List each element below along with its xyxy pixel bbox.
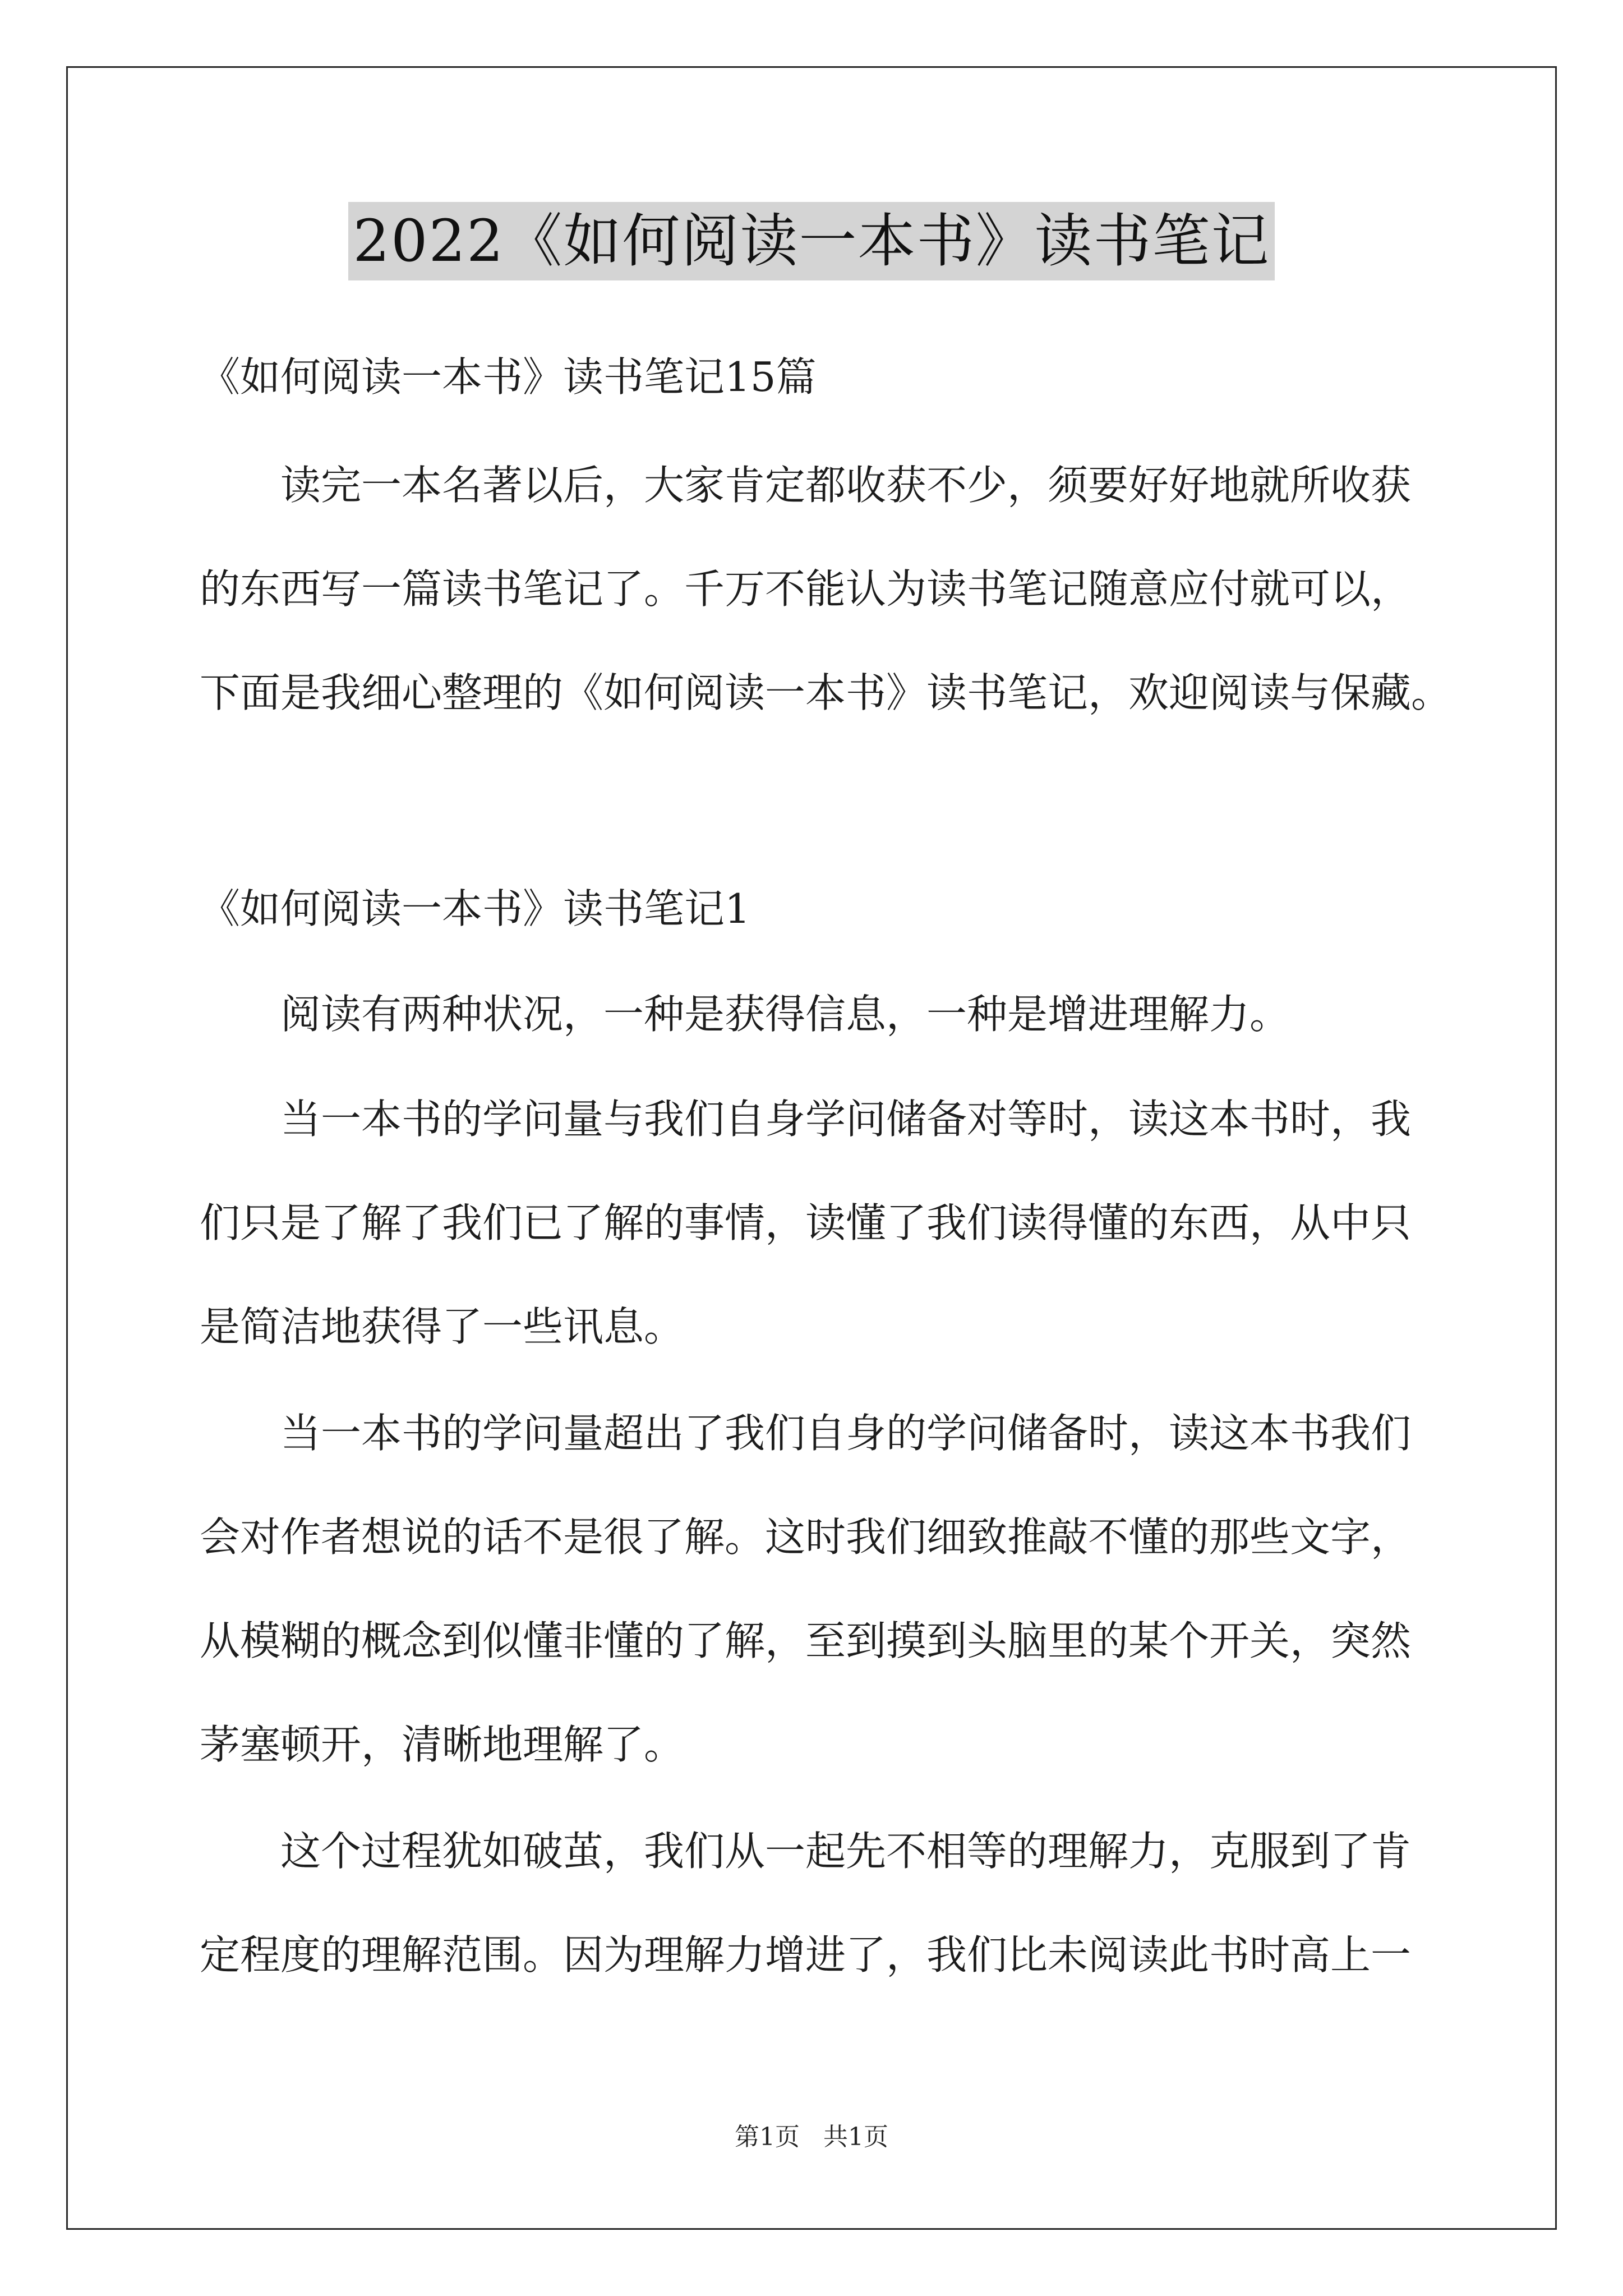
body-line-8: 茅塞顿开，清晰地理解了。 — [200, 1721, 685, 1768]
title-container — [0, 202, 1623, 280]
intro-line-1: 读完一本名著以后，大家肯定都收获不少，须要好好地就所收获 — [280, 462, 1412, 509]
intro-line-3: 下面是我细心整理的《如何阅读一本书》读书笔记，欢迎阅读与保藏。 — [200, 669, 1452, 716]
document-title: 2022《如何阅读一本书》读书笔记 — [348, 202, 1274, 280]
body-line-1: 阅读有两种状况，一种是获得信息，一种是增进理解力。 — [280, 991, 1290, 1038]
page-total: 共1页 — [823, 2123, 888, 2151]
body-line-6: 会对作者想说的话不是很了解。这时我们细致推敲不懂的那些文字， — [200, 1513, 1412, 1561]
body-line-10: 定程度的理解范围。因为理解力增进了，我们比未阅读此书时高上一 — [200, 1931, 1412, 1978]
page-footer — [0, 2120, 1623, 2154]
section-heading: 《如何阅读一本书》读书笔记1 — [200, 885, 750, 932]
body-line-5: 当一本书的学问量超出了我们自身的学问储备时，读这本书我们 — [280, 1410, 1412, 1457]
page-number: 第1页 — [735, 2123, 800, 2151]
body-line-9: 这个过程犹如破茧，我们从一起先不相等的理解力，克服到了肯 — [280, 1828, 1412, 1875]
intro-line-2: 的东西写一篇读书笔记了。千万不能认为读书笔记随意应付就可以， — [200, 565, 1412, 613]
body-line-7: 从模糊的概念到似懂非懂的了解，至到摸到头脑里的某个开关，突然 — [200, 1617, 1412, 1664]
body-line-3: 们只是了解了我们已了解的事情，读懂了我们读得懂的东西，从中只 — [200, 1199, 1412, 1246]
subtitle: 《如何阅读一本书》读书笔记15篇 — [200, 353, 817, 401]
body-line-4: 是简洁地获得了一些讯息。 — [200, 1303, 685, 1350]
body-line-2: 当一本书的学问量与我们自身学问储备对等时，读这本书时，我 — [280, 1096, 1412, 1143]
